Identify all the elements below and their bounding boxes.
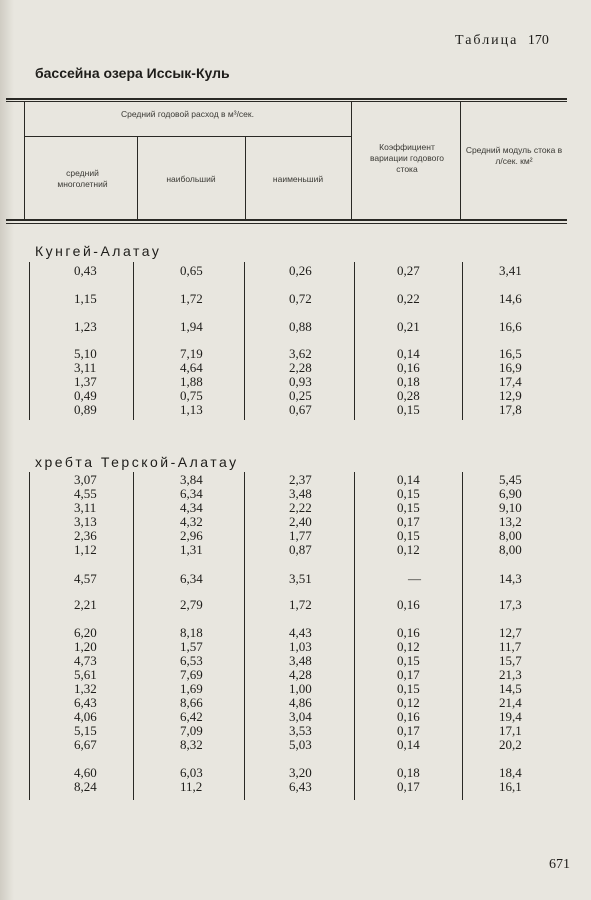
table-row — [0, 291, 591, 305]
cell-cv: 0,16 — [397, 597, 420, 612]
cell-modulus: 14,6 — [499, 291, 522, 306]
cell-modulus: 17,4 — [499, 374, 522, 389]
cell-modulus: 11,7 — [499, 639, 522, 654]
table-row — [0, 486, 591, 500]
cell-max: 1,69 — [180, 681, 203, 696]
cell-modulus: 20,2 — [499, 737, 522, 752]
cell-mean: 4,60 — [74, 765, 97, 780]
cell-modulus: 17,1 — [499, 723, 522, 738]
cell-max: 7,69 — [180, 667, 203, 682]
cell-min: 0,26 — [289, 263, 312, 278]
table-row — [0, 263, 591, 277]
cell-min: 1,72 — [289, 597, 312, 612]
table-row — [0, 388, 591, 402]
cell-min: 3,53 — [289, 723, 312, 738]
cell-mean: 5,10 — [74, 346, 97, 361]
cell-mean: 6,43 — [74, 695, 97, 710]
cell-modulus: 8,00 — [499, 542, 522, 557]
page-number: 671 — [549, 857, 570, 872]
cell-max: 7,09 — [180, 723, 203, 738]
cell-modulus: 12,7 — [499, 625, 522, 640]
cell-max: 4,32 — [180, 514, 203, 529]
cell-mean: 1,23 — [74, 319, 97, 334]
cell-min: 3,48 — [289, 486, 312, 501]
table-row — [0, 500, 591, 514]
cell-min: 2,40 — [289, 514, 312, 529]
cell-modulus: 6,90 — [499, 486, 522, 501]
cell-max: 8,66 — [180, 695, 203, 710]
cell-cv: 0,17 — [397, 667, 420, 682]
cell-cv: 0,15 — [397, 528, 420, 543]
cell-mean: 1,20 — [74, 639, 97, 654]
cell-mean: 1,37 — [74, 374, 97, 389]
table-row — [0, 639, 591, 653]
table-row — [0, 779, 591, 793]
cell-min: 1,03 — [289, 639, 312, 654]
cell-min: 0,72 — [289, 291, 312, 306]
cell-max: 1,13 — [180, 402, 203, 417]
cell-max: 4,64 — [180, 360, 203, 375]
cell-cv: 0,22 — [397, 291, 420, 306]
cell-cv: 0,12 — [397, 542, 420, 557]
cell-min: 4,86 — [289, 695, 312, 710]
cell-modulus: 16,6 — [499, 319, 522, 334]
header-col-modulus: Средний модуль стока в л/сек. км² — [465, 145, 563, 166]
header-col-mean: средний многолетний — [57, 168, 108, 189]
cell-min: 0,67 — [289, 402, 312, 417]
cell-cv: 0,14 — [397, 346, 420, 361]
cell-max: 6,03 — [180, 765, 203, 780]
cell-max: 3,84 — [180, 472, 203, 487]
table-row — [0, 653, 591, 667]
cell-min: 3,62 — [289, 346, 312, 361]
cell-modulus: 15,7 — [499, 653, 522, 668]
cell-cv: 0,12 — [397, 639, 420, 654]
header-col-min: наименьший — [272, 174, 324, 184]
table-row — [0, 360, 591, 374]
cell-mean: 2,21 — [74, 597, 97, 612]
cell-modulus: 12,9 — [499, 388, 522, 403]
cell-cv: 0,18 — [397, 374, 420, 389]
cell-cv: 0,16 — [397, 709, 420, 724]
cell-max: 6,53 — [180, 653, 203, 668]
cell-mean: 3,13 — [74, 514, 97, 529]
cell-mean: 3,07 — [74, 472, 97, 487]
cell-min: 2,22 — [289, 500, 312, 515]
table-row — [0, 346, 591, 360]
cell-min: 0,87 — [289, 542, 312, 557]
cell-modulus: 13,2 — [499, 514, 522, 529]
cell-max: 7,19 — [180, 346, 203, 361]
table-row — [0, 514, 591, 528]
table-caption — [455, 33, 549, 49]
cell-min: 4,43 — [289, 625, 312, 640]
cell-modulus: 14,3 — [499, 571, 522, 586]
table-row — [0, 374, 591, 388]
cell-modulus: 17,8 — [499, 402, 522, 417]
table-row — [0, 681, 591, 695]
cell-min: 0,25 — [289, 388, 312, 403]
cell-max: 1,57 — [180, 639, 203, 654]
cell-mean: 4,73 — [74, 653, 97, 668]
cell-min: 1,00 — [289, 681, 312, 696]
cell-cv: — — [408, 571, 421, 586]
cell-max: 1,72 — [180, 291, 203, 306]
section-title-kungei: Кунгей-Алатау — [35, 243, 162, 259]
cell-mean: 6,67 — [74, 737, 97, 752]
cell-min: 2,37 — [289, 472, 312, 487]
cell-mean: 0,43 — [74, 263, 97, 278]
basin-title: бассейна озера Иссык-Куль — [35, 65, 230, 81]
table-row — [0, 472, 591, 486]
header-group-flow: Средний годовой расход в м³/сек. — [120, 109, 254, 119]
cell-modulus: 21,3 — [499, 667, 522, 682]
cell-max: 4,34 — [180, 500, 203, 515]
cell-cv: 0,16 — [397, 360, 420, 375]
cell-cv: 0,17 — [397, 779, 420, 794]
cell-modulus: 21,4 — [499, 695, 522, 710]
cell-modulus: 17,3 — [499, 597, 522, 612]
cell-max: 6,34 — [180, 486, 203, 501]
cell-cv: 0,28 — [397, 388, 420, 403]
cell-max: 1,88 — [180, 374, 203, 389]
cell-mean: 1,12 — [74, 542, 97, 557]
table-row — [0, 723, 591, 737]
cell-max: 8,32 — [180, 737, 203, 752]
table-row — [0, 625, 591, 639]
cell-cv: 0,16 — [397, 625, 420, 640]
cell-mean: 0,49 — [74, 388, 97, 403]
cell-mean: 1,15 — [74, 291, 97, 306]
cell-mean: 4,55 — [74, 486, 97, 501]
header-col-cv: Коэффициент вариации годового стока — [369, 142, 444, 174]
cell-cv: 0,14 — [397, 472, 420, 487]
cell-min: 5,03 — [289, 737, 312, 752]
cell-cv: 0,15 — [397, 500, 420, 515]
table-caption-label: Таблица — [455, 33, 519, 48]
cell-mean: 3,11 — [74, 500, 97, 515]
cell-max: 1,94 — [180, 319, 203, 334]
cell-modulus: 16,5 — [499, 346, 522, 361]
cell-min: 4,28 — [289, 667, 312, 682]
cell-max: 8,18 — [180, 625, 203, 640]
cell-modulus: 3,41 — [499, 263, 522, 278]
table-row — [0, 695, 591, 709]
table-row — [0, 571, 591, 585]
cell-cv: 0,18 — [397, 765, 420, 780]
cell-min: 6,43 — [289, 779, 312, 794]
cell-cv: 0,15 — [397, 653, 420, 668]
cell-modulus: 14,5 — [499, 681, 522, 696]
cell-min: 2,28 — [289, 360, 312, 375]
cell-modulus: 16,9 — [499, 360, 522, 375]
cell-modulus: 5,45 — [499, 472, 522, 487]
cell-mean: 5,15 — [74, 723, 97, 738]
cell-mean: 5,61 — [74, 667, 97, 682]
cell-modulus: 18,4 — [499, 765, 522, 780]
cell-mean: 8,24 — [74, 779, 97, 794]
table-row — [0, 319, 591, 333]
cell-max: 6,34 — [180, 571, 203, 586]
cell-modulus: 9,10 — [499, 500, 522, 515]
cell-modulus: 19,4 — [499, 709, 522, 724]
table-row — [0, 709, 591, 723]
cell-min: 0,88 — [289, 319, 312, 334]
cell-max: 1,31 — [180, 542, 203, 557]
table-row — [0, 737, 591, 751]
cell-min: 3,20 — [289, 765, 312, 780]
cell-cv: 0,15 — [397, 402, 420, 417]
table-row — [0, 528, 591, 542]
table-row — [0, 402, 591, 416]
cell-cv: 0,17 — [397, 723, 420, 738]
table-row — [0, 542, 591, 556]
cell-mean: 1,32 — [74, 681, 97, 696]
cell-mean: 4,57 — [74, 571, 97, 586]
cell-cv: 0,21 — [397, 319, 420, 334]
cell-min: 1,77 — [289, 528, 312, 543]
cell-max: 11,2 — [180, 779, 203, 794]
table-row — [0, 597, 591, 611]
cell-max: 0,65 — [180, 263, 203, 278]
cell-mean: 6,20 — [74, 625, 97, 640]
cell-min: 3,51 — [289, 571, 312, 586]
cell-max: 2,79 — [180, 597, 203, 612]
cell-modulus: 16,1 — [499, 779, 522, 794]
cell-max: 0,75 — [180, 388, 203, 403]
cell-cv: 0,15 — [397, 681, 420, 696]
cell-cv: 0,12 — [397, 695, 420, 710]
cell-min: 3,48 — [289, 653, 312, 668]
section-title-terskey: хребта Терской-Алатау — [35, 454, 239, 470]
cell-mean: 3,11 — [74, 360, 97, 375]
cell-cv: 0,14 — [397, 737, 420, 752]
table-row — [0, 667, 591, 681]
cell-modulus: 8,00 — [499, 528, 522, 543]
table-row — [0, 765, 591, 779]
cell-max: 2,96 — [180, 528, 203, 543]
cell-min: 0,93 — [289, 374, 312, 389]
cell-cv: 0,27 — [397, 263, 420, 278]
cell-cv: 0,17 — [397, 514, 420, 529]
cell-mean: 4,06 — [74, 709, 97, 724]
cell-max: 6,42 — [180, 709, 203, 724]
cell-cv: 0,15 — [397, 486, 420, 501]
header-col-max: наибольший — [166, 174, 216, 184]
table-caption-number: 170 — [527, 33, 549, 48]
cell-mean: 2,36 — [74, 528, 97, 543]
cell-mean: 0,89 — [74, 402, 97, 417]
cell-min: 3,04 — [289, 709, 312, 724]
